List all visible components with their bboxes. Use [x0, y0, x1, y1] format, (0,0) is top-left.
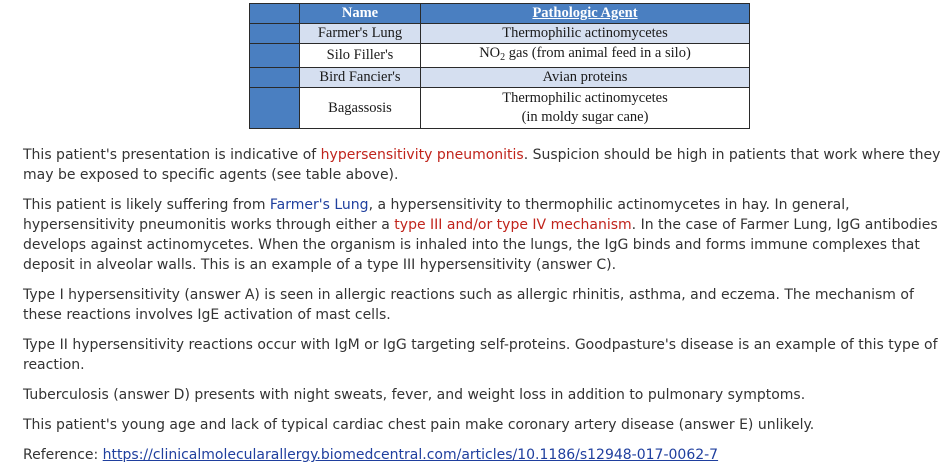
agent-cell — [421, 44, 750, 68]
table-row — [250, 24, 750, 44]
paragraph-text: This patient is likely suffering from — [23, 197, 270, 213]
table-row — [250, 68, 750, 88]
reference-label: Reference: — [23, 447, 103, 463]
agent-line: (in moldy sugar cane) — [521, 109, 649, 125]
disease-name-cell: Farmer's Lung — [300, 24, 421, 44]
paragraph-text: This patient's presentation is indicative of — [23, 147, 321, 163]
table-row — [250, 44, 750, 68]
paragraph-text: . Suspicion should be high in patients that work where they may be exposed to specific agents (see table above). — [23, 147, 941, 183]
table-side-cell — [250, 68, 300, 88]
paragraph: Type I hypersensitivity (answer A) is seen in allergic reactions such as allergic rhinitis, asthma, and eczema. The mechanism of these reactions involves IgE activation of mast cells. — [23, 287, 914, 323]
agent-cell: Avian proteins — [421, 68, 750, 88]
agent-column-header: Pathologic Agent — [421, 4, 750, 24]
paragraph: Type II hypersensitivity reactions occur with IgM or IgG targeting self-proteins. Goodpasture's disease is an example of this type of reaction. — [23, 337, 938, 373]
agent-text: NO — [479, 45, 501, 61]
highlight-term: hypersensitivity pneumonitis — [320, 147, 524, 163]
table-side-cell — [250, 88, 300, 129]
agent-text: gas (from animal feed in a silo) — [505, 45, 691, 61]
paragraph — [23, 145, 947, 185]
disease-name-cell: Bagassosis — [300, 88, 421, 129]
table-side-cell — [250, 24, 300, 44]
explanation — [23, 145, 947, 475]
agent-line: Thermophilic actinomycetes — [502, 90, 668, 106]
agent-cell — [421, 88, 750, 129]
table-side-cell — [250, 4, 300, 24]
name-column-header: Name — [300, 4, 421, 24]
table-side-cell — [250, 44, 300, 68]
disease-name-cell: Silo Filler's — [300, 44, 421, 68]
paragraph-text: . In the case of Farmer Lung, IgG antibodies develops against actinomycetes. When the organism is inhaled into the lungs, the IgG binds and forms immune complexes that deposit in alveolar walls. This is an example of a type III hypersensitivity (answer C). — [23, 217, 938, 273]
disease-name-cell: Bird Fancier's — [300, 68, 421, 88]
paragraph: Tuberculosis (answer D) presents with night sweats, fever, and weight loss in addition to pulmonary symptoms. — [23, 387, 806, 403]
paragraph — [23, 195, 947, 275]
highlight-term: Farmer's Lung — [269, 197, 369, 213]
reference — [23, 445, 947, 465]
agent-subscript: 2 — [500, 52, 506, 63]
agents-table — [249, 3, 750, 129]
table-header-row — [250, 4, 750, 24]
reference-link[interactable]: https://clinicalmolecularallergy.biomedcentral.com/articles/10.1186/s12948-017-0062-7 — [102, 447, 719, 463]
paragraph: This patient's young age and lack of typical cardiac chest pain make coronary artery disease (answer E) unlikely. — [23, 417, 815, 433]
highlight-term: type III and/or type IV mechanism — [394, 217, 632, 233]
table-row — [250, 88, 750, 129]
agent-cell: Thermophilic actinomycetes — [421, 24, 750, 44]
paragraph-text: , a hypersensitivity to thermophilic actinomycetes in hay. In general, hypersensitivity pneumonitis works through either a — [23, 197, 850, 233]
